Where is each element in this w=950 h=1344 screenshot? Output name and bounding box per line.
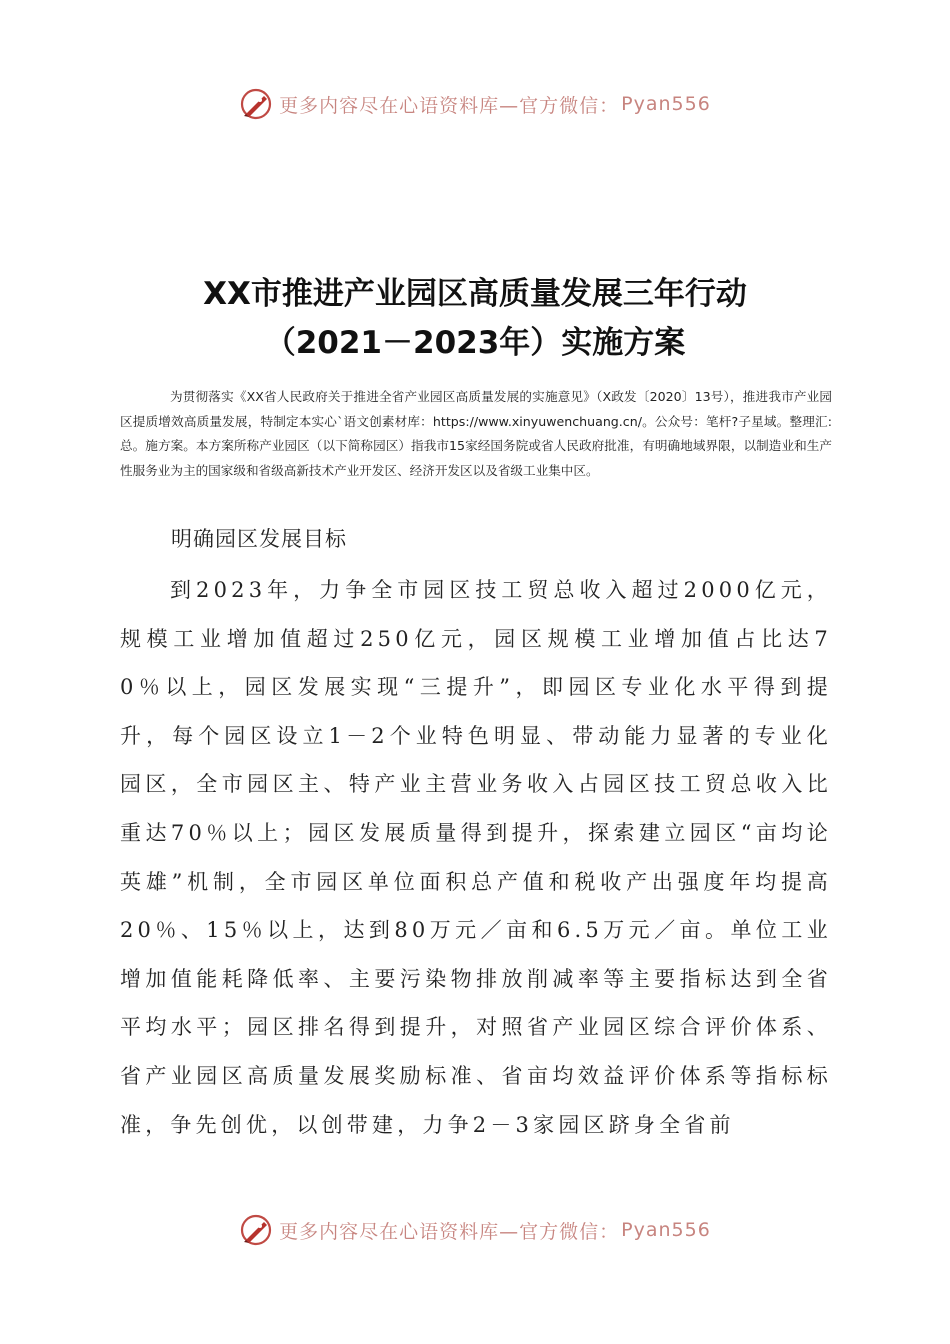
footer-watermark-banner (0, 1212, 950, 1248)
banner-wechat-id: Pyan556 (621, 93, 711, 115)
document-title-line-1: XX市推进产业园区高质量发展三年行动 (203, 276, 747, 312)
header-watermark-banner (0, 86, 950, 122)
preface-paragraph: 为贯彻落实《XX省人民政府关于推进全省产业园区高质量发展的实施意见》（X政发〔2020〕13号），推进我市产业园区提质增效高质量发展，特制定本实心`语文创素材库：https://www.xinyuwenchuang.cn/。公众号：笔杆?子星域。整理汇:总。施方案。本方案所称产业园区（以下简称园区）指我市15家经国务院或省人民政府批准，有明确地域界限，以制造业和生产性服务业为主的国家级和省级高新技术产业开发区、经济开发区以及省级工业集中区。 (120, 389, 832, 478)
banner-wechat-id: Pyan556 (621, 1219, 711, 1241)
pen-circle-logo-icon (239, 87, 273, 121)
pen-circle-logo-icon (239, 1213, 273, 1247)
document-title-line-2: （2021－2023年）实施方案 (264, 325, 686, 361)
section-heading: 明确园区发展目标 (171, 527, 347, 551)
body-paragraph: 到2023年，力争全市园区技工贸总收入超过2000亿元，规模工业增加值超过250亿元，园区规模工业增加值占比达70％以上，园区发展实现“三提升”，即园区专业化水平得到提升，每个园区设立1－2个业特色明显、带动能力显著的专业化园区，全市园区主、特产业主营业务收入占园区技工贸总收入比重达70％以上；园区发展质量得到提升，探索建立园区“亩均论英雄”机制，全市园区单位面积总产值和税收产出强度年均提高20％、15％以上，达到80万元／亩和6.5万元／亩。单位工业增加值能耗降低率、主要污染物排放削减率等主要指标达到全省平均水平；园区排名得到提升，对照省产业园区综合评价体系、省产业园区高质量发展奖励标准、省亩均效益评价体系等指标标准，争先创优，以创带建，力争2－3家园区跻身全省前 (120, 578, 832, 1137)
banner-text: 更多内容尽在心语资料库—官方微信： (279, 1220, 620, 1243)
banner-text: 更多内容尽在心语资料库—官方微信： (279, 94, 620, 117)
